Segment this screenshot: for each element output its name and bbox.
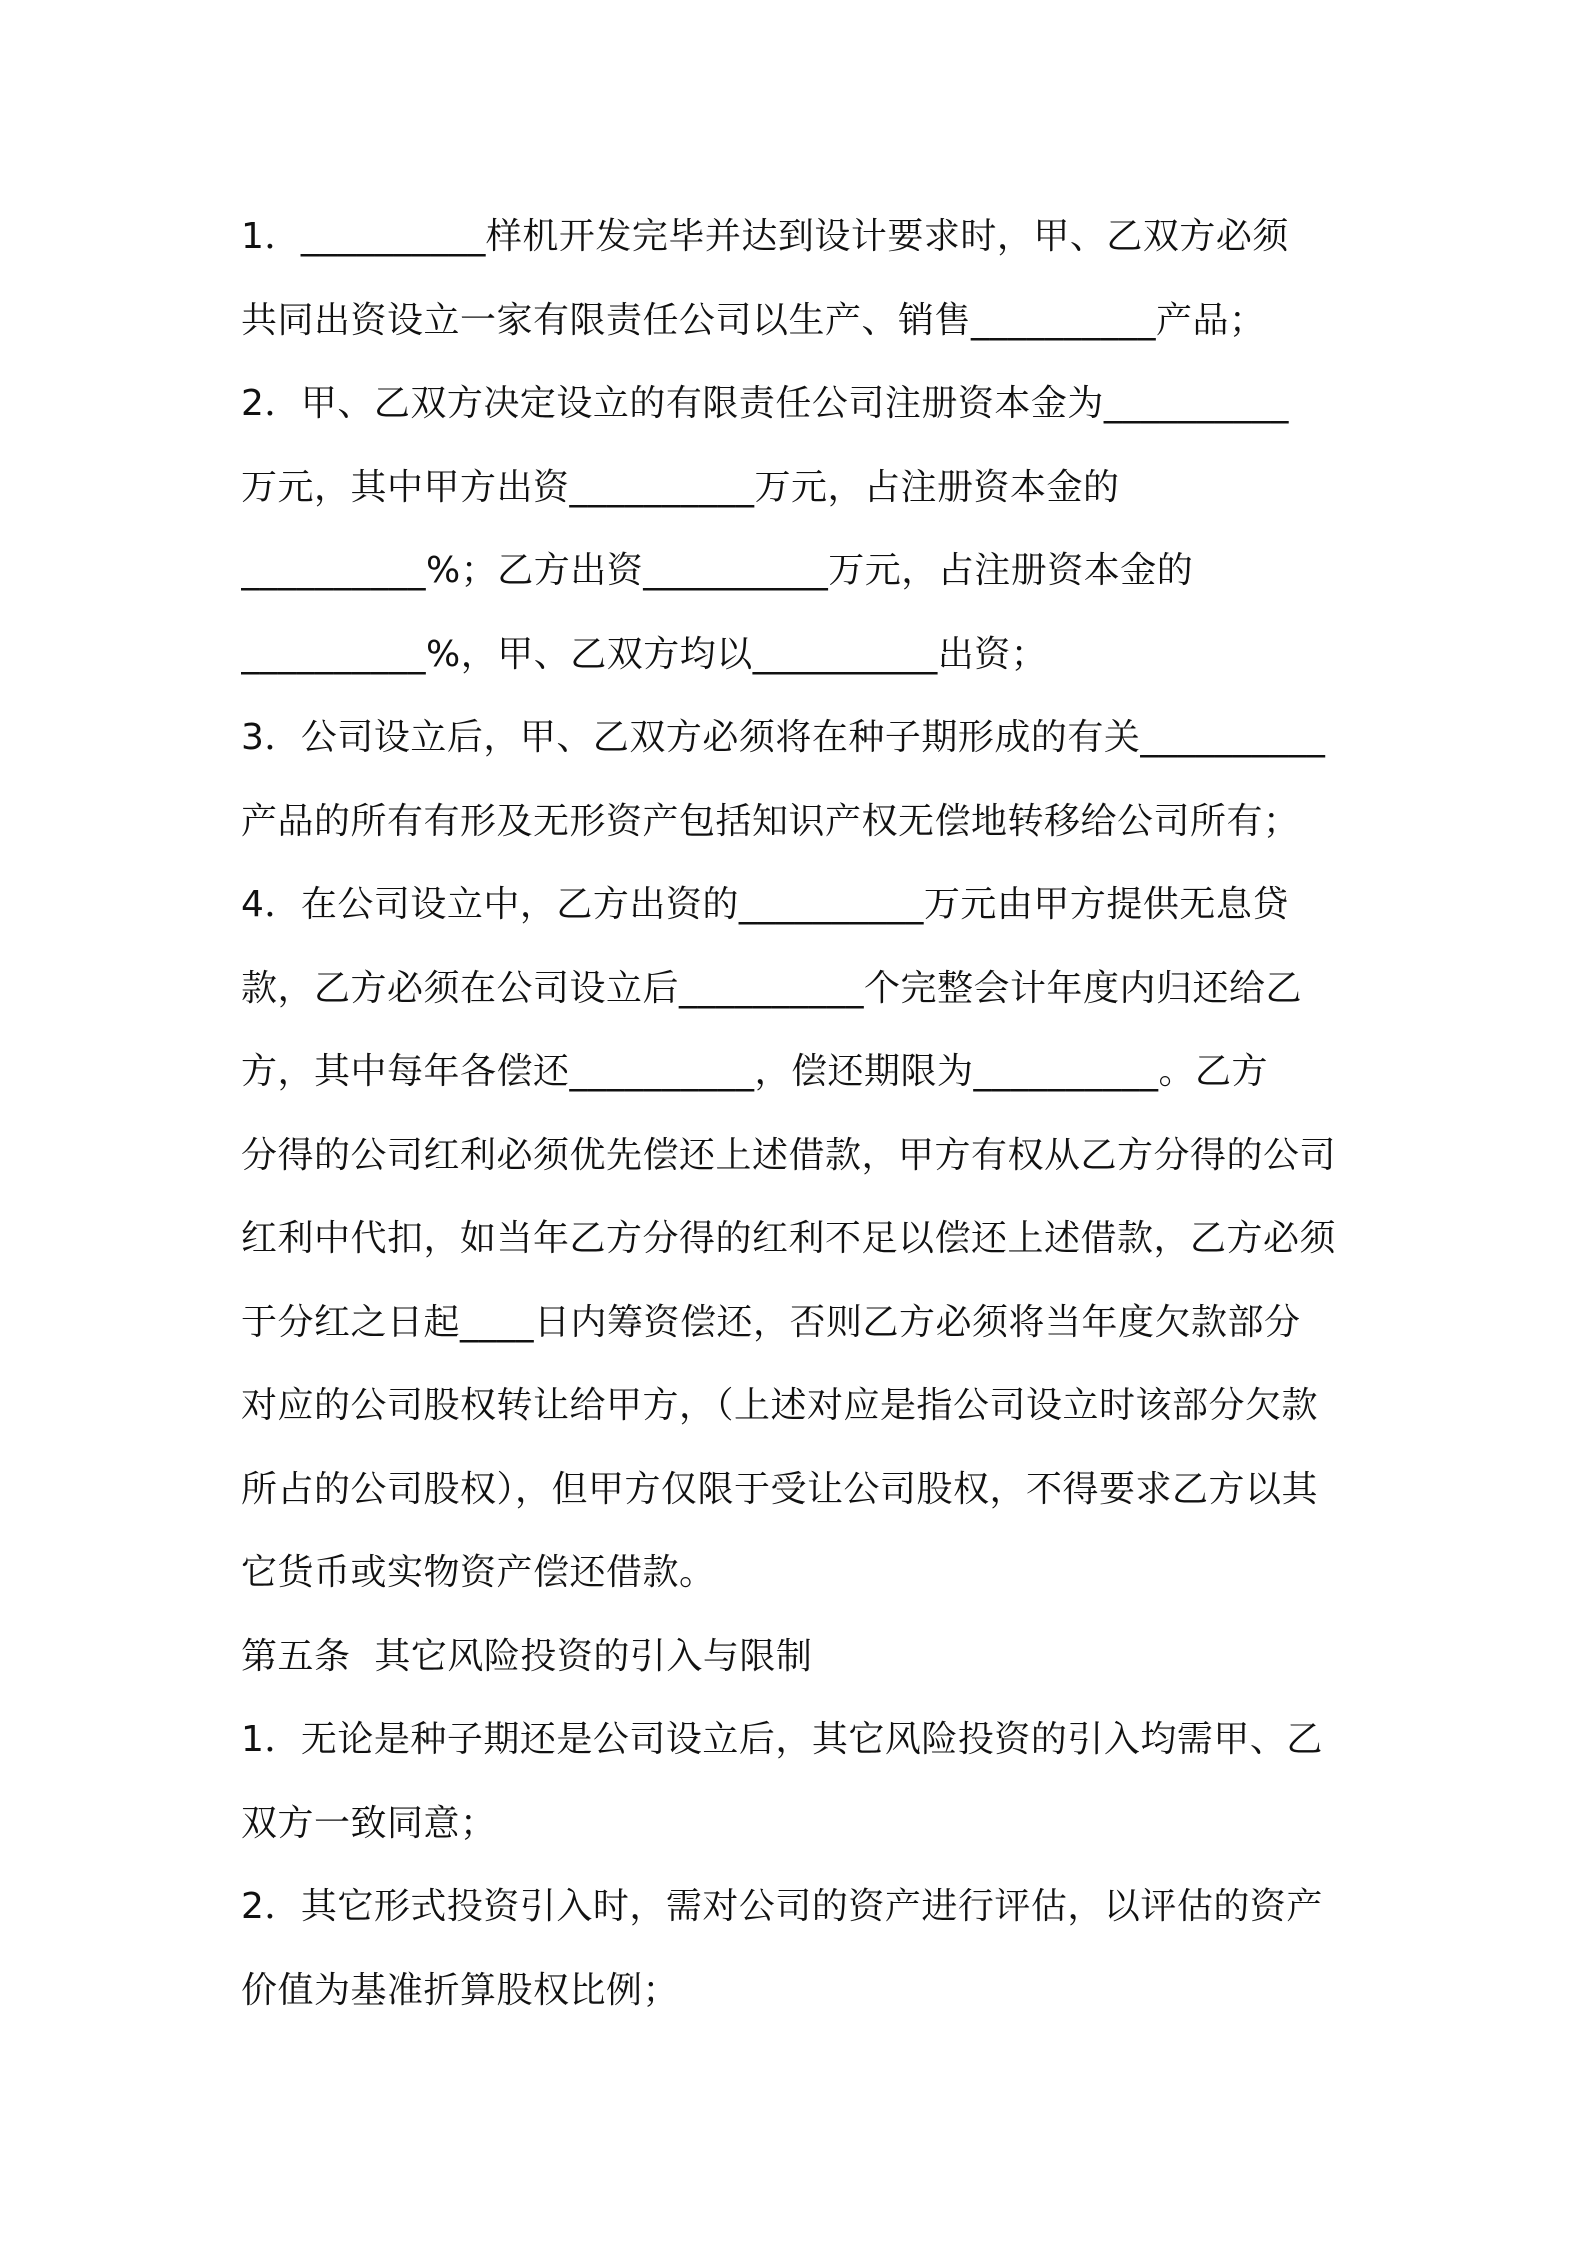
- doc-line: 红利中代扣，如当年乙方分得的红利不足以偿还上述借款，乙方必须: [241, 1218, 1337, 1259]
- doc-line: 双方一致同意；: [241, 1802, 497, 1844]
- doc-line: 分得的公司红利必须优先偿还上述借款，甲方有权从乙方分得的公司: [241, 1134, 1337, 1176]
- doc-line: 所占的公司股权），但甲方仅限于受让公司股权，不得要求乙方以其: [241, 1468, 1319, 1510]
- doc-line: 款，乙方必须在公司设立后__________个完整会计年度内归还给乙: [241, 967, 1303, 1009]
- doc-line: 于分红之日起____日内筹资偿还，否则乙方必须将当年度欠款部分: [241, 1301, 1301, 1343]
- doc-line: 1．__________样机开发完毕并达到设计要求时，甲、乙双方必须: [241, 216, 1289, 257]
- doc-line: 它货币或实物资产偿还借款。: [241, 1552, 716, 1593]
- doc-line: 2．其它形式投资引入时，需对公司的资产进行评估，以评估的资产: [241, 1886, 1323, 1927]
- doc-line: 万元，其中甲方出资__________万元，占注册资本金的: [241, 466, 1120, 508]
- document-body: [241, 195, 1356, 2032]
- doc-line: 产品的所有有形及无形资产包括知识产权无偿地转移给公司所有；: [241, 800, 1300, 842]
- doc-line: __________%，甲、乙双方均以__________出资；: [241, 633, 1048, 675]
- doc-line: 3．公司设立后，甲、乙双方必须将在种子期形成的有关__________: [241, 717, 1326, 758]
- doc-line: __________%；乙方出资__________万元，占注册资本金的: [241, 550, 1194, 591]
- doc-line: 4．在公司设立中，乙方出资的__________万元由甲方提供无息贷: [241, 884, 1289, 925]
- doc-line: 2．甲、乙双方决定设立的有限责任公司注册资本金为__________: [241, 383, 1289, 424]
- doc-line: 对应的公司股权转让给甲方，（上述对应是指公司设立时该部分欠款: [241, 1385, 1319, 1426]
- doc-line: 1．无论是种子期还是公司设立后，其它风险投资的引入均需甲、乙: [241, 1719, 1323, 1760]
- doc-line: 共同出资设立一家有限责任公司以生产、销售__________产品；: [241, 299, 1266, 341]
- doc-line: 方，其中每年各偿还__________，偿还期限为__________。乙方: [241, 1051, 1269, 1092]
- doc-line: 价值为基准折算股权比例；: [241, 1969, 680, 2011]
- section-heading: 第五条 其它风险投资的引入与限制: [241, 1635, 813, 1677]
